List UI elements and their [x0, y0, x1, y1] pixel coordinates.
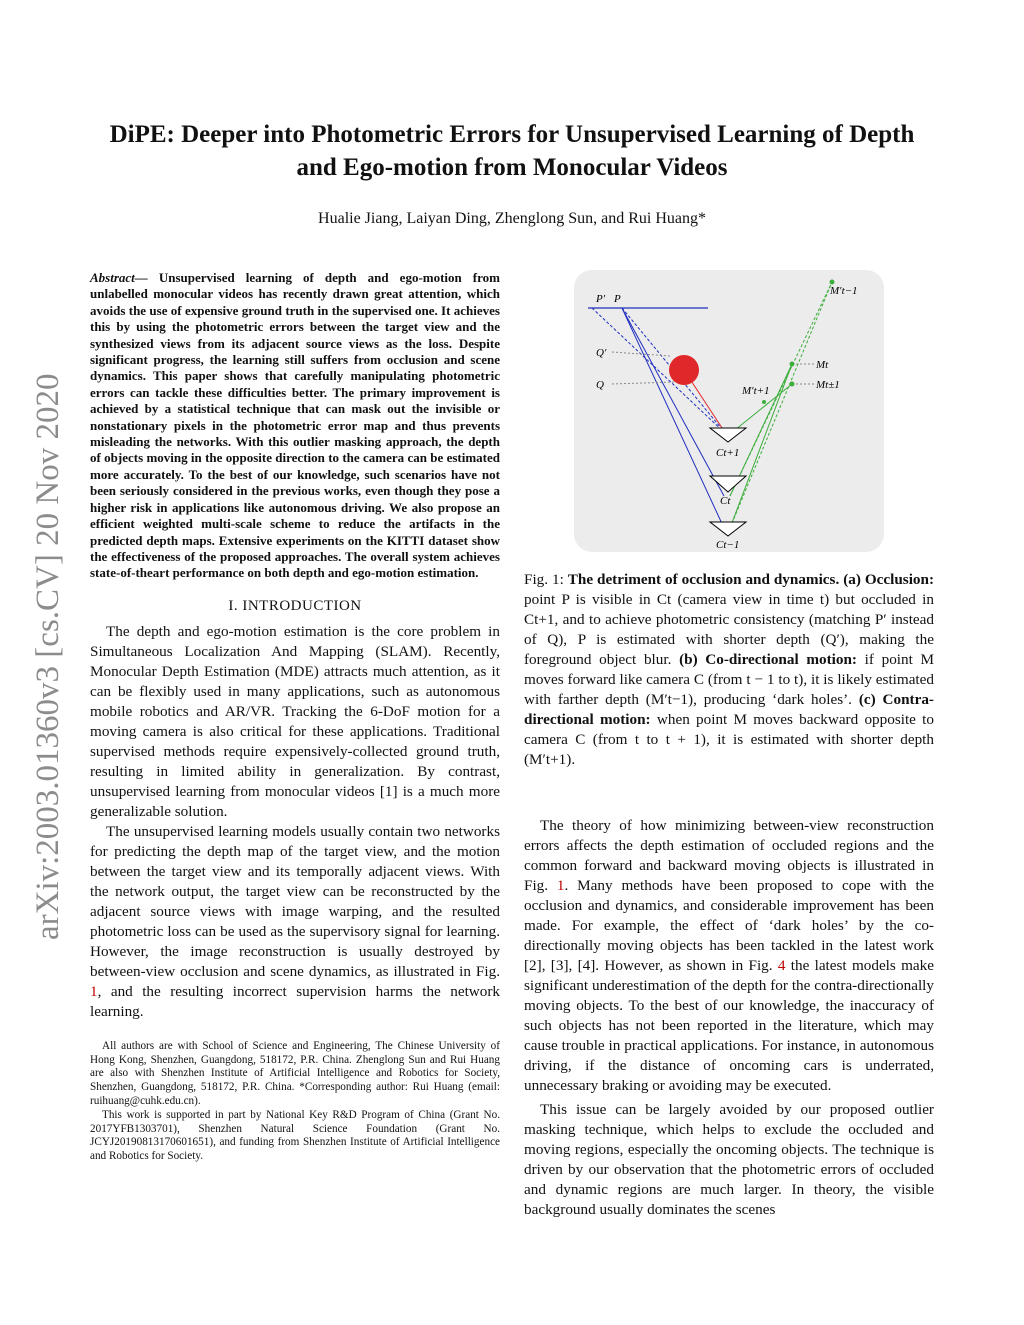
label-c-next: Ct+1: [716, 447, 740, 459]
author-footnote: [90, 1040, 500, 1164]
fig1-reference-link[interactable]: 1: [90, 982, 98, 1000]
paper-title: DiPE: Deeper into Photometric Errors for Unsupervised Learning of Depth and Ego-motion from Monocular Videos: [109, 121, 915, 181]
caption-a-label: (a) Occlusion:: [843, 571, 935, 588]
caption-title: The detriment of occlusion and dynamics.: [567, 571, 840, 588]
fig1-reference-link-2[interactable]: 1: [556, 877, 565, 894]
figure-1-caption: [524, 570, 934, 770]
label-m-next-prime: M′t+1: [742, 385, 770, 397]
fig4-reference-link[interactable]: 4: [777, 957, 786, 974]
right-p1-text-b: . Many methods have been proposed to cope with the occlusion and dynamics, and considerable improvement has been made. For example, the effect of ‘dark holes’ by the co-directionally moving objects has been tackled in the latest work [2], [3], [4]. However, as shown in Fig.: [524, 877, 934, 974]
author-list: Hualie Jiang, Laiyan Ding, Zhenglong Sun, and Rui Huang*: [318, 210, 706, 227]
figure-labels: [595, 285, 858, 551]
caption-c-label: (c) Contra-directional motion:: [524, 691, 934, 728]
camera-c-next: [710, 428, 746, 442]
label-c-prev: Ct−1: [716, 539, 740, 551]
footnote-funding: This work is supported in part by National Key R&D Program of China (Grant No. 2017YFB1303701), Shenzhen Natural Science Foundation (Grant No. JCYJ20190813170601651), and funding from Shenzhen Institute of Artificial Intelligence and Robotics for Society.: [90, 1108, 500, 1163]
green-ray-ct-prev-to-m-prev: [730, 282, 832, 528]
label-c-t: Ct: [720, 495, 731, 507]
right-paragraph-1: [524, 816, 934, 1096]
right-paragraph-2: This issue can be largely avoided by our proposed outlier masking technique, which helps to exclude the occluded and moving regions, especially the oncoming objects. The technique is driven by our observation that the photometric errors of occluded and dynamic regions are much larger. In theory, the visible background usually dominates the scenes: [524, 1101, 934, 1218]
section-heading-introduction: I. INTRODUCTION: [228, 597, 362, 614]
label-p-prime: P′: [596, 293, 606, 305]
point-m-t: [790, 362, 795, 367]
abstract: [90, 270, 500, 582]
figure-1-diagram: [574, 270, 884, 552]
figure-1-svg: [574, 270, 884, 552]
intro-p2-text-a: The unsupervised learning models usually contain two networks for predicting the depth map of the target view, and the motion between the target view and its temporally adjacent views. With the network output, the target view can be reconstructed by the adjacent source views with image warping, and the resulted photometric loss can be used as the supervisory signal for learning. However, the image reconstruction is usually destroyed by between-view occlusion and scene dynamics, as illustrated in Fig.: [90, 822, 500, 980]
caption-label: Fig. 1:: [524, 571, 564, 588]
intro-p2-text-b: , and the resulting incorrect supervision harms the network learning.: [90, 982, 500, 1020]
q-prime-guide: [612, 352, 670, 356]
point-m-next-prime: [762, 400, 766, 404]
arxiv-stamp-text: arXiv:2003.01360v3 [cs.CV] 20 Nov 2020: [30, 373, 66, 940]
ray-p-to-ct: [622, 308, 724, 496]
label-q: Q: [596, 379, 604, 391]
camera-c-t: [710, 476, 746, 492]
label-p: P: [614, 293, 621, 305]
caption-c-text: when point M moves backward opposite to camera C (from t to t + 1), it is estimated with shorter depth (M′t+1).: [524, 711, 934, 768]
caption-b-label: (b) Co-directional motion:: [679, 651, 857, 668]
label-q-prime: Q′: [596, 347, 607, 359]
label-m-prev: M′t−1: [830, 285, 858, 297]
q-guide: [612, 382, 674, 384]
right-p1-text-a: The theory of how minimizing between-view reconstruction errors affects the depth estimation of occluded regions and the common forward and backward moving objects is illustrated in Fig.: [524, 817, 934, 894]
arxiv-side-stamp: [14, 345, 68, 945]
ray-pprime-dashed: [592, 308, 726, 434]
caption-b-text: if point M moves forward like camera C (from t − 1 to t), it is likely estimated with farther depth (M′t−1), producing ‘dark holes’.: [524, 651, 935, 708]
left-column: [90, 270, 500, 1164]
occluding-object: [669, 355, 699, 385]
point-m-prev: [830, 280, 835, 285]
intro-paragraph-2: [90, 822, 500, 1022]
right-p1-text-c: the latest models make significant underestimation of the depth for the contra-directionally moving objects. To the best of our knowledge, the inaccuracy of such objects has not been reported in the literature, which may cause trouble in practical applications. For instance, in autonomous driving, if the distance of oncoming cars is underrated, unnecessary braking or avoiding may be executed.: [524, 957, 934, 1094]
caption-a-text: point P is visible in Ct (camera view in time t) but occluded in Ct+1, and to achieve photometric consistency (matching P′ instead of Q), P is estimated with shorter depth (Q′), making the foreground object blur.: [524, 591, 934, 668]
footnote-affiliations: All authors are with School of Science and Engineering, The Chinese University of Hong Kong, Shenzhen, Guangdong, 518172, P.R. China. Zhenglong Sun and Rui Huang are also with Shenzhen Institute of Artificial Intelligence and Robotics for Society, Shenzhen, Guangdong, 518172, P.R. China. *Corresponding author: Rui Huang (email: ruihuang@cuhk.edu.cn).: [90, 1039, 500, 1107]
right-column: [524, 270, 934, 1220]
intro-paragraph-1: The depth and ego-motion estimation is the core problem in Simultaneous Localization And Mapping (SLAM). Recently, Monocular Depth Estimation (MDE) attracts much attention, as it can be flexibly used in many applications, such as autonomous mobile robotics and AR/VR. Tracking the 6-DoF motion for a moving camera is also critical for these applications. Traditional supervised methods require expensively-collected ground truth, resulting in limited ability in generalization. By contrast, unsupervised learning from monocular videos [1] is a much more generalizable solution.: [90, 622, 500, 820]
abstract-label: Abstract—: [90, 270, 148, 285]
label-m-pm: Mt±1: [816, 379, 840, 391]
camera-c-prev: [710, 522, 746, 536]
point-m-next: [790, 382, 795, 387]
abstract-text: Unsupervised learning of depth and ego-motion from unlabelled monocular videos has recently drawn great attention, which avoids the use of expensive ground truth in the supervised one. It achieves this by using the photometric errors between the target view and the synthesized views from its adjacent source views as the loss. Despite significant progress, the learning still suffers from occlusion and scene dynamics. This paper shows that carefully manipulating photometric errors can tackle these difficulties better. The primary improvement is achieved by a statistical technique that can mask out the invisible or nonstationary pixels in the photometric error map and thus prevents misleading the networks. With this outlier masking approach, the depth of objects moving in the opposite direction to the camera can be estimated more accurately. To the best of our knowledge, such scenarios have not been seriously considered in the previous works, even though they pose a higher risk in applications like autonomous driving. We also propose an efficient weighted multi-scale scheme to reduce the artifacts in the predicted depth maps. Extensive experiments on the KITTI dataset show the effectiveness of the proposed approaches. The overall system achieves state-of-theart performance on both depth and ego-motion estimation.: [90, 270, 501, 581]
label-m-t: Mt: [816, 359, 829, 371]
